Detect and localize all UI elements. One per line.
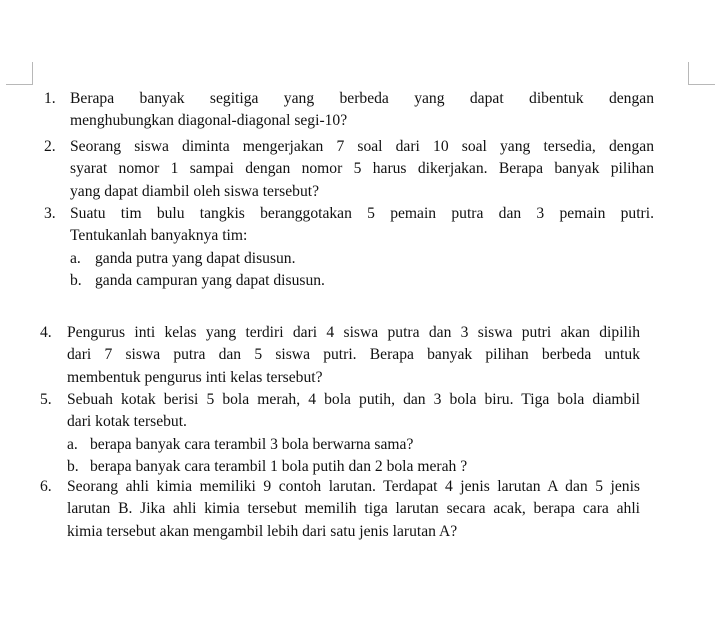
option-label: b. xyxy=(70,272,82,290)
question-line: Seorang ahli kimia memiliki 9 contoh larutan. Terdapat 4 jenis larutan A dan 5 jenis xyxy=(67,478,640,495)
question-line: membentuk pengurus inti kelas tersebut? xyxy=(67,368,323,386)
margin-crop-mark-right xyxy=(688,62,715,85)
question-number: 5. xyxy=(40,391,52,408)
margin-crop-mark-left xyxy=(6,62,33,85)
question-line: Tentukanlah banyaknya tim: xyxy=(70,227,248,245)
question-line: Berapa banyak segitiga yang berbeda yang dapat dibentuk dengan xyxy=(70,90,654,107)
option-text: ganda putra yang dapat disusun. xyxy=(95,249,296,267)
question-line: yang dapat diambil oleh siswa tersebut? xyxy=(70,182,319,200)
question-line: Sebuah kotak berisi 5 bola merah, 4 bola putih, dan 3 bola biru. Tiga bola diambil xyxy=(67,391,640,408)
question-number: 2. xyxy=(44,138,56,155)
option-item xyxy=(70,248,654,270)
question-line: kimia tersebut akan mengambil lebih dari satu jenis larutan A? xyxy=(67,522,458,540)
question-number: 1. xyxy=(44,90,56,107)
option-list xyxy=(70,248,654,293)
option-text: ganda campuran yang dapat disusun. xyxy=(95,272,325,290)
question-number: 4. xyxy=(40,324,52,341)
question-number: 6. xyxy=(40,478,52,495)
question-line: dari 7 siswa putra dan 5 siswa putri. Berapa banyak pilihan berbeda untuk xyxy=(67,346,640,364)
option-list xyxy=(67,434,640,479)
question-line: menghubungkan diagonal-diagonal segi-10? xyxy=(70,112,348,130)
option-label: b. xyxy=(67,458,79,476)
option-label: a. xyxy=(67,435,78,453)
option-item xyxy=(70,270,654,292)
option-item xyxy=(67,434,640,456)
option-label: a. xyxy=(70,249,81,267)
question-line: dari kotak tersebut. xyxy=(67,413,187,431)
question-line: Suatu tim bulu tangkis beranggotakan 5 pemain putra dan 3 pemain putri. xyxy=(70,205,654,222)
question-line: larutan B. Jika ahli kimia tersebut memilih tiga larutan secara acak, berapa cara ahli xyxy=(67,500,640,518)
question-line: Pengurus inti kelas yang terdiri dari 4 siswa putra dan 3 siswa putri akan dipilih xyxy=(67,324,640,341)
option-text: berapa banyak cara terambil 1 bola putih dan 2 bola merah ? xyxy=(90,458,468,476)
option-text: berapa banyak cara terambil 3 bola berwarna sama? xyxy=(90,435,414,453)
question-line: Seorang siswa diminta mengerjakan 7 soal dari 10 soal yang tersedia, dengan xyxy=(70,138,654,155)
question-line: syarat nomor 1 sampai dengan nomor 5 harus dikerjakan. Berapa banyak pilihan xyxy=(70,160,654,178)
question-number: 3. xyxy=(44,205,56,222)
